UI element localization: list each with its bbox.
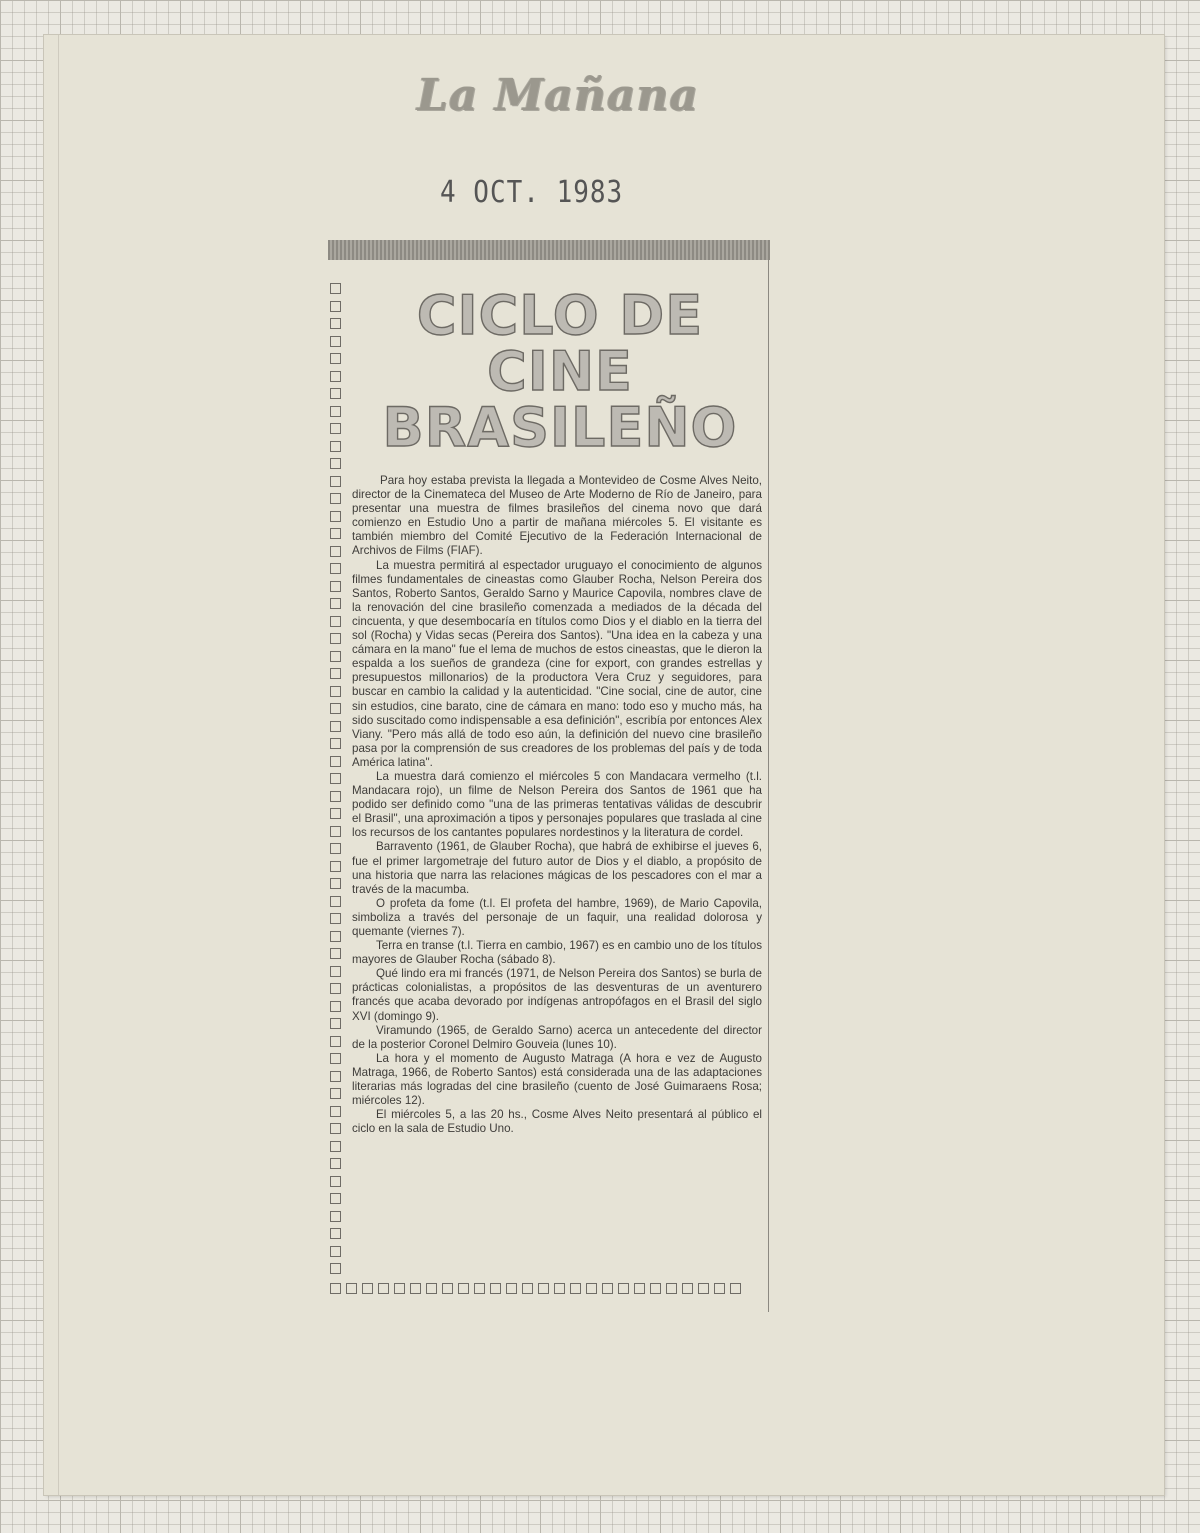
border-box <box>330 458 341 469</box>
border-box <box>330 353 341 364</box>
border-box <box>586 1283 597 1294</box>
border-box <box>378 1283 389 1294</box>
border-box <box>330 721 341 732</box>
border-box <box>330 738 341 749</box>
date-stamp: 4 OCT. 1983 <box>440 175 624 211</box>
border-box <box>714 1283 725 1294</box>
border-box <box>634 1283 645 1294</box>
decorative-box-row <box>330 1283 770 1294</box>
border-box <box>538 1283 549 1294</box>
article-paragraph: Para hoy estaba prevista la llegada a Montevideo de Cosme Alves Neito, director de la Cinemateca del Museo de Arte Moderno de Río de Janeiro, para presentar una muestra de filmes brasileños del cinema novo que dará comienzo en Estudio Uno a partir de mañana miércoles 5. El visitante es también miembro del Comité Ejecutivo de la Federación Internacional de Archivos de Films (FIAF). <box>352 474 762 558</box>
border-box <box>330 756 341 767</box>
border-box <box>330 686 341 697</box>
border-box <box>682 1283 693 1294</box>
article-paragraph: La muestra dará comienzo el miércoles 5 con Mandacara vermelho (t.l. Mandacara rojo), un filme de Nelson Pereira dos Santos de 1961 que ha podido ser definido como "una de las primeras tentativas válidas de descubrir el Brasil", una aproximación a tipos y personajes populares que traslada al cine los recursos de los cantantes populares nordestinos y la literatura de cordel. <box>352 769 762 840</box>
border-box <box>666 1283 677 1294</box>
border-box <box>330 1018 341 1029</box>
border-box <box>330 1141 341 1152</box>
border-box <box>346 1283 357 1294</box>
article-paragraph: La muestra permitirá al espectador uruguayo el conocimiento de algunos filmes fundamentales de cineastas como Glauber Rocha, Nelson Pereira dos Santos, Roberto Santos, Geraldo Sarno y Maurice Capovila, nombres clave de la renovación del cine brasileño comenzada a mediados de la década del cincuenta, y que desembocaría en títulos como Dios y el diablo en la tierra del sol (Rocha) y Vidas secas (Pereira dos Santos). "Una idea en la cabeza y una cámara en la mano" fue el lema de muchos de estos cineastas, que le dieron la espalda a los sueños de grandeza (cine for export, con grandes estrellas y presupuestos millonarios) de la productora Vera Cruz y seguidores, para buscar en cambio la calidad y la autenticidad. "Cine social, cine de autor, cine sin estudios, cine barato, cine de cámara en mano: todo eso y mucho más, ha sido suscitado como indispensable a esa definición", escribía por entonces Alex Viany. "Pero más allá de todo eso aún, la definición del nuevo cine brasileño pasa por la comprensión de sus creadores de los problemas del país y de toda América latina". <box>352 558 762 769</box>
border-box <box>330 371 341 382</box>
border-box <box>330 1283 341 1294</box>
border-box <box>730 1283 741 1294</box>
border-box <box>330 861 341 872</box>
border-box <box>330 476 341 487</box>
border-box <box>330 1158 341 1169</box>
headline-line-3: BRASILEÑO <box>382 396 738 459</box>
border-box <box>330 283 341 294</box>
border-box <box>330 1193 341 1204</box>
border-box <box>330 1036 341 1047</box>
border-box <box>330 318 341 329</box>
border-box <box>330 791 341 802</box>
border-box <box>362 1283 373 1294</box>
border-box <box>410 1283 421 1294</box>
border-box <box>522 1283 533 1294</box>
border-box <box>330 913 341 924</box>
article-headline <box>360 284 760 459</box>
border-box <box>330 1088 341 1099</box>
border-box <box>330 896 341 907</box>
border-box <box>330 528 341 539</box>
article-paragraph: La hora y el momento de Augusto Matraga (A hora e vez de Augusto Matraga, 1966, de Roberto Santos) está considerada una de las adaptaciones literarias más logradas del cine brasileño (cuento de José Guimaraens Rosa; miércoles 12). <box>352 1051 762 1108</box>
border-box <box>330 1071 341 1082</box>
border-box <box>506 1283 517 1294</box>
border-box <box>330 773 341 784</box>
border-box <box>330 388 341 399</box>
border-box <box>330 1176 341 1187</box>
border-box <box>330 878 341 889</box>
border-box <box>330 563 341 574</box>
border-box <box>330 948 341 959</box>
border-box <box>394 1283 405 1294</box>
border-box <box>330 633 341 644</box>
article-paragraph: O profeta da fome (t.l. El profeta del hambre, 1969), de Mario Capovila, simboliza a través del personaje de un faquir, una realidad dolorosa y quemante (viernes 7). <box>352 896 762 938</box>
border-box <box>330 966 341 977</box>
border-box <box>330 301 341 312</box>
border-box <box>330 1123 341 1134</box>
border-box <box>458 1283 469 1294</box>
article-paragraph: Viramundo (1965, de Geraldo Sarno) acerca un antecedente del director de la posterior Coronel Delmiro Gouveia (lunes 10). <box>352 1023 762 1051</box>
border-box <box>442 1283 453 1294</box>
border-box <box>330 1053 341 1064</box>
article-body <box>352 474 762 1136</box>
border-box <box>698 1283 709 1294</box>
border-box <box>426 1283 437 1294</box>
border-box <box>330 441 341 452</box>
border-box <box>330 808 341 819</box>
border-box <box>554 1283 565 1294</box>
border-box <box>330 616 341 627</box>
article-paragraph: El miércoles 5, a las 20 hs., Cosme Alves Neito presentará al público el ciclo en la sala de Estudio Uno. <box>352 1108 762 1136</box>
border-box <box>330 668 341 679</box>
border-box <box>570 1283 581 1294</box>
headline-line-2: CINE <box>487 340 633 403</box>
border-box <box>330 493 341 504</box>
border-box <box>330 826 341 837</box>
border-box <box>602 1283 613 1294</box>
headline-line-1: CICLO DE <box>416 284 704 347</box>
border-box <box>330 1211 341 1222</box>
decorative-box-column <box>330 283 348 1281</box>
border-box <box>330 703 341 714</box>
border-box <box>330 931 341 942</box>
border-box <box>330 598 341 609</box>
border-box <box>330 843 341 854</box>
border-box <box>330 983 341 994</box>
border-box <box>490 1283 501 1294</box>
border-box <box>330 406 341 417</box>
article-right-rule <box>768 240 769 1312</box>
border-box <box>330 1001 341 1012</box>
border-box <box>330 581 341 592</box>
border-box <box>330 1263 341 1274</box>
border-box <box>474 1283 485 1294</box>
border-box <box>618 1283 629 1294</box>
sheet-fold-line <box>58 35 59 1495</box>
border-box <box>330 336 341 347</box>
newspaper-masthead: La Mañana <box>417 70 699 121</box>
border-box <box>330 1228 341 1239</box>
border-box <box>330 1106 341 1117</box>
article-paragraph: Terra en transe (t.l. Tierra en cambio, 1967) es en cambio uno de los títulos mayores de Glauber Rocha (sábado 8). <box>352 939 763 967</box>
article-paragraph: Qué lindo era mi francés (1971, de Nelson Pereira dos Santos) se burla de prácticas colonialistas, a propósitos de las desventuras de un aventurero francés que acaba devorado por indígenas antropófagos en el Brasil del siglo XVI (domingo 9). <box>352 967 762 1023</box>
border-box <box>330 423 341 434</box>
article-top-bar <box>328 240 770 260</box>
border-box <box>330 1246 341 1257</box>
border-box <box>650 1283 661 1294</box>
border-box <box>330 511 341 522</box>
article-paragraph: Barravento (1961, de Glauber Rocha), que habrá de exhibirse el jueves 6, fue el primer largometraje del futuro autor de Dios y el diablo, a propósito de una historia que narra las relaciones mágicas de los pescadores con el mar a través de la macumba. <box>352 840 762 896</box>
border-box <box>330 651 341 662</box>
border-box <box>330 546 341 557</box>
